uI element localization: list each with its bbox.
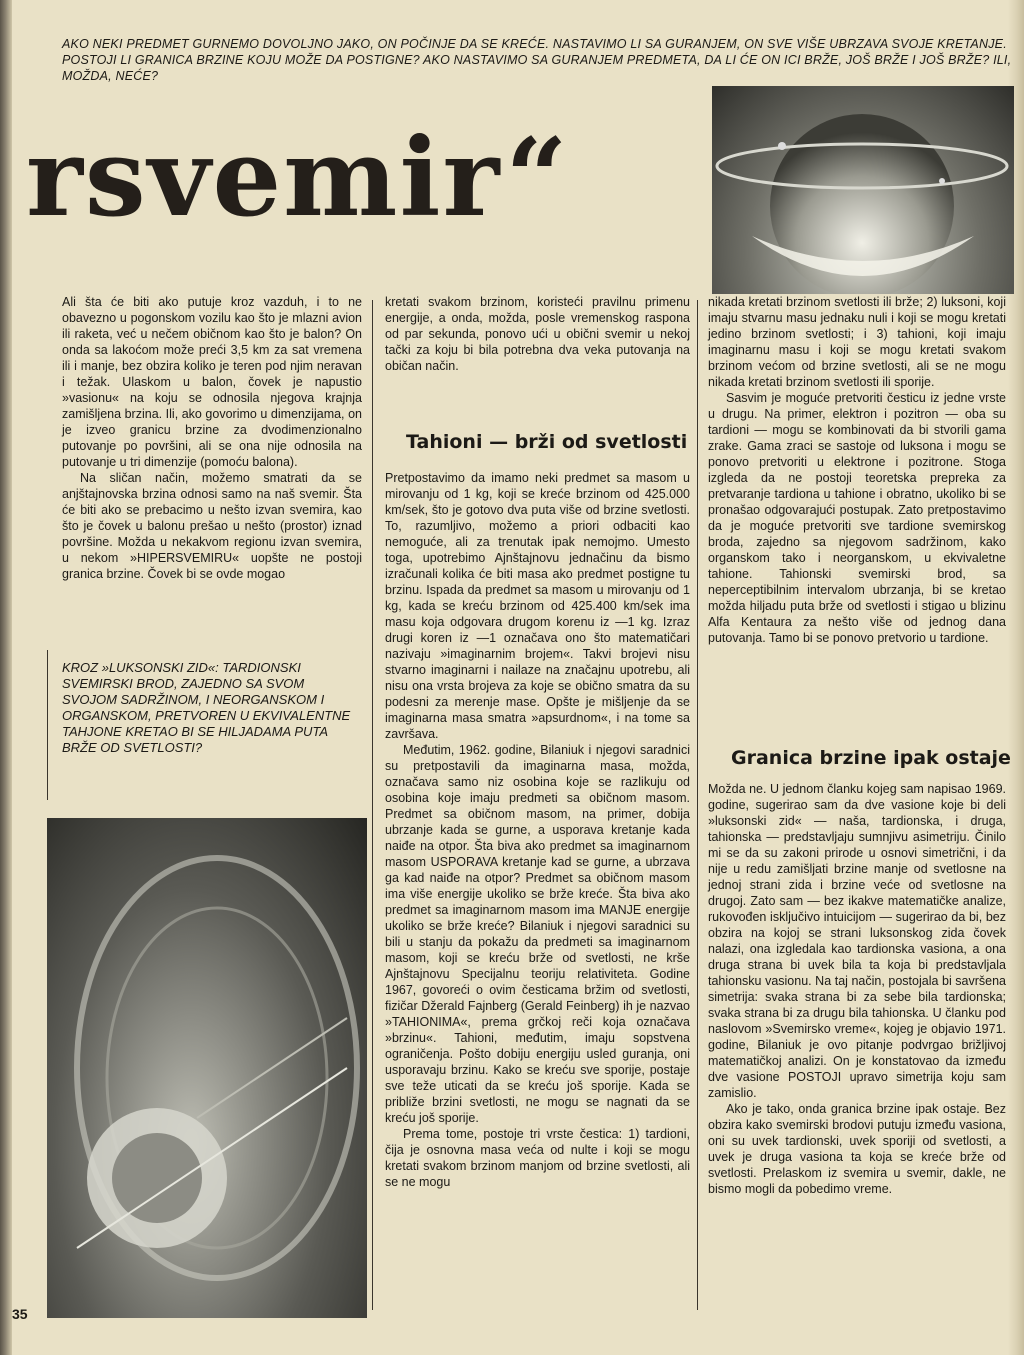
image-caption: KROZ »LUKSONSKI ZID«: TARDIONSKI SVEMIRSKI BROD, ZAJEDNO SA SVOM SVOJOM SADRŽINOM, I NEORGANSKOM I ORGANSKOM, PRETVOREN U EKVIVALENTNE TAHJONE KRETAO BI SE HILJADAMA PUTA BRŽE OD SVETLOSTI? (62, 660, 351, 755)
paragraph: Ali šta će biti ako putuje kroz vazduh, i to ne obavezno u pogonskom vozilu kao što je mlazni avion ili raketa, već u nečem običnom kao što je balon? On onda sa lakoćom može preći 3,5 km za sat vremena ili i manje, bez obzira koliko je teren pod njim neravan i težak. Ulaskom u balon, čovek je napustio »vasionu« na koju se odnosila njegova krajnja zamišljena brzina. Ili, ako govorimo u dimenzijama, on je izveo granicu brzine za dvodimenzionalno putovanje po površini, ali se ona nije odnosila na putovanje u tri dimenzije (pomoću balona). (62, 295, 362, 469)
article-deck: AKO NEKI PREDMET GURNEMO DOVOLJNO JAKO, ON POČINJE DA SE KREĆE. NASTAVIMO LI SA GURANJEM, ON SVE VIŠE UBRZAVA SVOJE KRETANJE. POSTOJI LI GRANICA BRZINE KOJU MOŽE DA POSTIGNE? AKO NASTAVIMO SA GURANJEM PREDMETA, DA LI ĆE ON ICI BRŽE, JOŠ BRŽE I JOŠ BRŽE? ILI, MOŽDA, NEĆE? (62, 37, 1012, 83)
column-2 (385, 294, 690, 374)
column-3 (708, 294, 1006, 646)
subheading-tahioni: Tahioni — brži od svetlosti (406, 431, 688, 453)
paragraph: Prema tome, postoje tri vrste čestica: 1) tardioni, čija je osnovna masa veća od nulte i koji se mogu kretati svakom brzinom manjom od brzine svetlosti, ali se ne mogu (385, 1127, 690, 1189)
spaceship-illustration-art (47, 818, 367, 1318)
binding-shadow (0, 0, 12, 1355)
column-3-body (708, 781, 1006, 1197)
column-rule-1 (372, 300, 373, 1310)
paragraph: Sasvim je moguće pretvoriti česticu iz jedne vrste u drugu. Na primer, elektron i pozitron — oba su tardioni — mogu se kombinovati da bi stvorili gama zrake. Gama zraci se sastoje od luksona i mogu se ponovo pretvoriti u elektrone i pozitrone. Stoga izgleda da ne postoji teoretska prepreka za pretvaranje tardiona u tahione i obratno, ukoliko bi se pronašao odgovarajući postupak. Zato pretpostavimo da je moguće pretvoriti sve tardione svemirskog broda, zajedno sa njegovom sadržinom, kako organskom tako i neorganskom, u ekvivaletne tahione. Tahionski svemirski brod, sa neperceptibilnim intervalom ubrzanja, bi se kretao možda hiljadu puta brže od svetlosti i stigao u blizinu Alfa Kentaura za nešto više od jednog dana putovanja. Tamo bi se ponovo pretvorio u tardione. (708, 391, 1006, 645)
paragraph: Međutim, 1962. godine, Bilaniuk i njegovi saradnici su pretpostavili da imaginarna masa, možda, označava samo niz osobina koje se razlikuju od osobina koje imaju predmeti sa običnom masom. Predmet sa običnom masom, na primer, dobija ubrzanje kada se gurne, a usporava kretanje kada naiđe na otpor. Šta biva ako predmet sa imaginarnom masom USPORAVA kretanje kad se gurne, a ubrzava ga kad naiđe na otpor? Predmet sa običnom masom ima više energije ukoliko se brže kreće. Šta biva ako predmet sa imaginarnom masom ima MANJE energije ukoliko se brže kreće? Bilaniuk i njegovi saradnici su bili u stanju da pokažu da predmeti sa imaginarnom masom, koji se kreću brže od svetlosti, ne krše Ajnštajnovu Specijalnu teoriju relativiteta. Godine 1967, govoreći o ovim česticama bržim od svetlosti, fizičar Džerald Fajnberg (Gerald Feinberg) ih je nazvao »TAHIONIMA«, prema grčkoj reči koja označava »brzinu«. Tahioni, međutim, imaju sopstvena ograničenja. Pošto dobiju energiju usled guranja, oni usporavaju brzinu. Kako se kreću sve sporije, postaje sve teže uticati da se kreću još sporije. Kada se približe brzini svetlosti, ne mogu se nagnati da se kreću još sporije. (385, 743, 690, 1125)
paragraph: kretati svakom brzinom, koristeći pravilnu primenu energije, a onda, možda, posle vremenskog raspona od par sekunda, ponovo ući u obični svemir u nekoj tački za koju bi bila potrebna dva veka putovanja na običan način. (385, 295, 690, 373)
paragraph: Pretpostavimo da imamo neki predmet sa masom u mirovanju od 1 kg, koji se kreće brzinom od 425.000 km/sek, što je gotovo dva puta više od brzine svetlosti. To, razumljivo, možemo a priori odbaciti kao nemoguće, ali za trenutak ipak nemojmo. Umesto toga, upotrebimo Ajnštajnovu jednačinu da bismo izračunali kolika će biti masa ako predmet postigne tu brzinu. Ispada da predmet sa masom u mirovanju od 1 kg, kada se kreću brzinom od 425.400 km/sek ima masu koja odgovara drugom korenu iz —1 kg. Izraz drugi koren iz —1 označava ono što matematičari nazivaju »imaginarnim brojem«. Takvi brojevi nisu stvarno imaginarni i nailaze na značajnu upotrebu, ali nisu ona vrsta brojeva za koje se obično smatra da su podesni za merenje mase. Opšte je mišljenje da se imaginarna masa smatra »apsurdnom«, i na tome sa završava. (385, 471, 690, 741)
article-headline: rsvemir“ (26, 115, 570, 241)
subheading-granica: Granica brzine ipak ostaje (731, 747, 1011, 769)
column-rule-2 (697, 300, 698, 1310)
paragraph: nikada kretati brzinom svetlosti ili brže; 2) luksoni, koji imaju stvarnu masu jednaku nuli i koji se mogu kretati jedino brzinom svetlosti; i 3) tahioni, koji imaju imaginarnu masu i koji se mogu kretati svakom brzinom većom od brzine svetlosti, ali se ne mogu nikada kretati brzinom svetlosti ili sporije. (708, 295, 1006, 389)
planet-illustration (712, 86, 1014, 294)
planet-illustration-art (712, 86, 1014, 294)
column-2-body (385, 470, 690, 1190)
page-number: 35 (12, 1306, 28, 1322)
paragraph: Možda ne. U jednom članku kojeg sam napisao 1969. godine, sugerirao sam da dve vasione koje bi deli »luksonski zid« — naša, tardionska, i druga, tahionska — predstavljaju sumnjivu asimetriju. Činilo mi se da su zakoni prirode u osnovi simetrični, i da nije u redu zamišljati brzine manje od svetlosne na jednoj strani zida i brzine veće od svetlosne na drugoj. Zato sam — bez ikakve matematičke analize, rukovođen isključivo intuicijom — sugerirao da bi, bez obzira na kojoj se strani luksonskog zida čovek nalazi, ona izgledala kao tardionska vasiona, a ona druga strana bi uvek bila ta koja bi predstavljala tahionsku vasionu. Na taj način, postojala bi savršena simetrija: svaka strana bi za sebe bila tardionska; svaka strana bi za drugu bila tahionska. U članku pod naslovom »Svemirsko vreme«, kojeg je objavio 1971. godine, Bilaniuk je ovo pitanje podvrgao brižljivoj matematičkoj analizi. On je konstatovao da između dve vasione POSTOJI upravo simetrija koju sam zamislio. (708, 782, 1006, 1100)
column-1 (62, 294, 362, 582)
spaceship-illustration (47, 818, 367, 1318)
paragraph: Na sličan način, možemo smatrati da se anjštajnovska brzina odnosi samo na naš svemir. Šta će biti ako se prebacimo u nešto izvan svemira, kao što je čovek u balonu prešao u nešto (prostor) iznad površine. Možda u nekakvom regionu izvan svemira, u nekom »HIPERSVEMIRU« uopšte ne postoji granica brzine. Čovek bi se ovde mogao (62, 471, 362, 581)
caption-rule (47, 650, 48, 800)
paragraph: Ako je tako, onda granica brzine ipak ostaje. Bez obzira kako svemirski brodovi putuju između vasiona, oni su uvek tardionski, uvek sporiji od svetlosti, a uvek je druga vasiona ta koja se kreće brže od svetlosti. Prelaskom iz svemira u svemir, dakle, ne bismo mogli da pobedimo vreme. (708, 1102, 1006, 1196)
